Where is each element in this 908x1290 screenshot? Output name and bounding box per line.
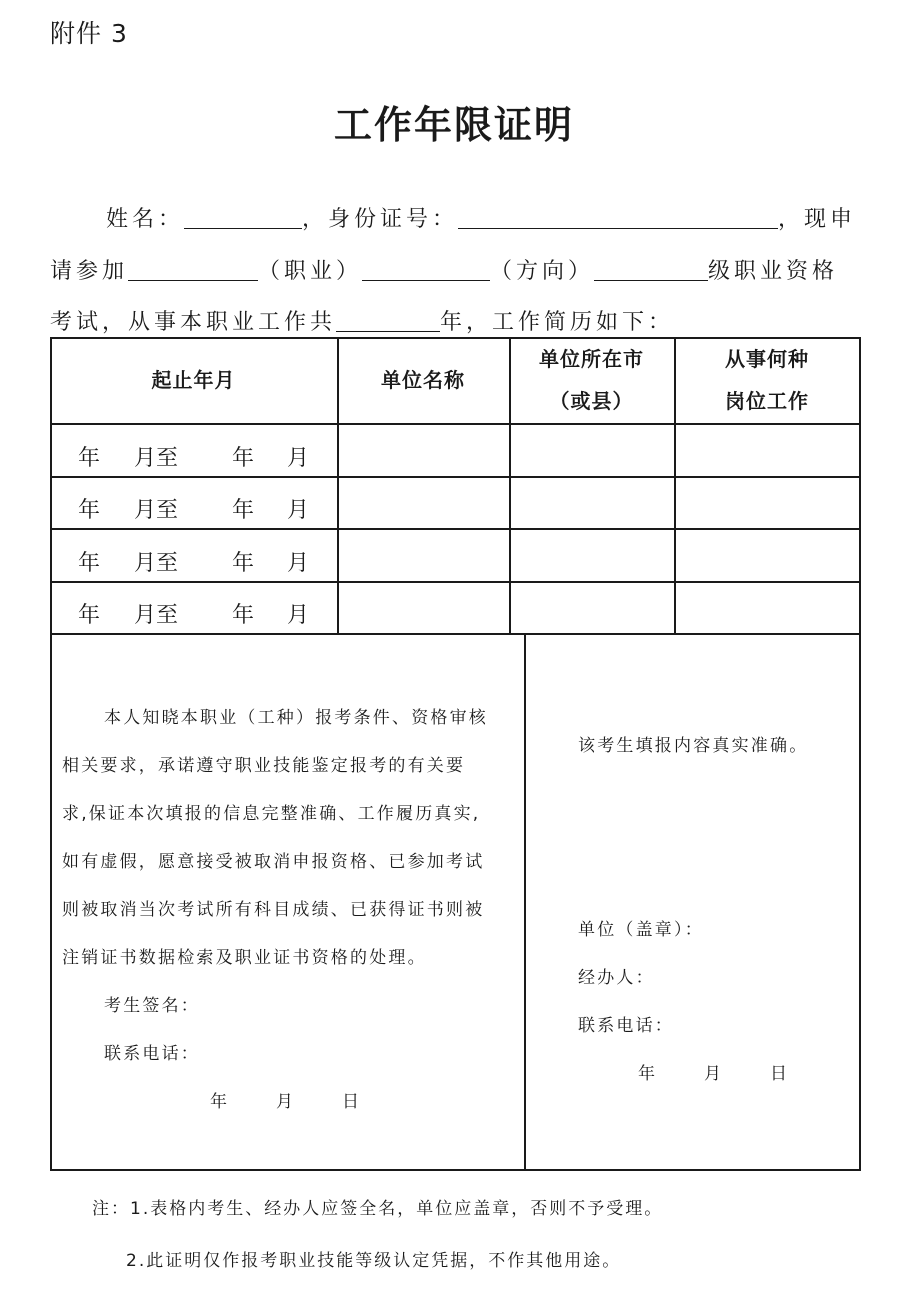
row-start-month: 月至 — [134, 551, 179, 576]
candidate-signature-label: 考生签名： — [104, 996, 200, 1016]
occupation-label: （职业） — [258, 259, 363, 284]
pledge-line: 求,保证本次填报的信息完整准确、工作履历真实, — [62, 804, 481, 824]
header-city-line2: （或县） — [549, 389, 634, 413]
row-start-month: 月至 — [134, 603, 179, 628]
occupation-blank[interactable] — [128, 258, 258, 281]
level-suffix: 级职业资格 — [708, 259, 839, 284]
direction-blank[interactable] — [362, 258, 490, 281]
page-title: 工作年限证明 — [333, 103, 574, 147]
row-end-year: 年 — [232, 603, 255, 628]
pledge-line: 如有虚假，愿意接受被取消申报资格、已参加考试 — [62, 852, 485, 872]
bottom-section-divider — [524, 633, 526, 1170]
pledge-date-day: 日 — [342, 1092, 362, 1112]
id-label: ，身份证号： — [302, 207, 459, 232]
table-border-right — [859, 337, 861, 1170]
verify-statement: 该考生填报内容真实准确。 — [578, 736, 809, 756]
attachment-label: 附件 3 — [50, 19, 128, 48]
row-start-year: 年 — [78, 603, 101, 628]
note-2: 2.此证明仅作报考职业技能等级认定凭据，不作其他用途。 — [126, 1251, 622, 1271]
table-row-divider — [50, 581, 861, 583]
row-start-year: 年 — [78, 551, 101, 576]
apply-join-text: 请参加 — [50, 259, 129, 284]
row-end-year: 年 — [232, 498, 255, 523]
intro-line-3 — [50, 305, 674, 336]
table-row — [78, 441, 309, 472]
pledge-date-year: 年 — [210, 1092, 230, 1112]
handler-label: 经办人： — [578, 968, 655, 988]
pledge-line: 相关要求，承诺遵守职业技能鉴定报考的有关要 — [62, 756, 466, 776]
level-blank[interactable] — [594, 258, 708, 281]
row-start-year: 年 — [78, 446, 101, 471]
header-post-line2: 岗位工作 — [725, 389, 809, 413]
header-city-line1: 单位所在市 — [539, 347, 644, 371]
intro-line-1 — [106, 202, 856, 233]
table-header-divider — [50, 423, 861, 425]
row-end-month: 月 — [287, 603, 310, 628]
table-row-divider — [50, 476, 861, 478]
row-start-month: 月至 — [134, 446, 179, 471]
pledge-line: 则被取消当次考试所有科目成绩、已获得证书则被 — [62, 900, 485, 920]
note-1: 注：1.表格内考生、经办人应签全名，单位应盖章，否则不予受理。 — [92, 1199, 664, 1219]
row-end-year: 年 — [232, 551, 255, 576]
table-border-left — [50, 337, 52, 1170]
candidate-phone-label: 联系电话： — [104, 1044, 200, 1064]
table-row — [78, 598, 309, 629]
id-number-blank[interactable] — [458, 206, 778, 229]
apply-now-text: ，现申 — [778, 207, 857, 232]
intro-line-2 — [50, 254, 838, 285]
direction-label: （方向） — [490, 259, 595, 284]
row-end-month: 月 — [287, 551, 310, 576]
header-unit-name: 单位名称 — [381, 368, 465, 392]
pledge-date-month: 月 — [276, 1092, 296, 1112]
row-start-month: 月至 — [134, 498, 179, 523]
table-border-bottom — [50, 1169, 861, 1171]
years-blank[interactable] — [336, 309, 440, 332]
name-blank[interactable] — [184, 206, 302, 229]
table-row — [78, 493, 309, 524]
row-end-month: 月 — [287, 446, 310, 471]
unit-seal-label: 单位（盖章）： — [578, 920, 704, 940]
header-period: 起止年月 — [151, 368, 236, 392]
verify-date-day: 日 — [770, 1064, 790, 1084]
table-row — [78, 546, 309, 577]
verify-date-month: 月 — [704, 1064, 724, 1084]
pledge-line: 注销证书数据检索及职业证书资格的处理。 — [62, 948, 427, 968]
header-post-line1: 从事何种 — [725, 347, 809, 371]
exam-prefix: 考试，从事本职业工作共 — [50, 310, 337, 335]
name-label: 姓名： — [106, 207, 185, 232]
verify-date-year: 年 — [638, 1064, 658, 1084]
row-start-year: 年 — [78, 498, 101, 523]
table-row-divider — [50, 633, 861, 635]
verify-phone-label: 联系电话： — [578, 1016, 674, 1036]
row-end-year: 年 — [232, 446, 255, 471]
pledge-line: 本人知晓本职业（工种）报考条件、资格审核 — [104, 708, 488, 728]
row-end-month: 月 — [287, 498, 310, 523]
table-row-divider — [50, 528, 861, 530]
years-suffix: 年，工作简历如下： — [440, 310, 675, 335]
